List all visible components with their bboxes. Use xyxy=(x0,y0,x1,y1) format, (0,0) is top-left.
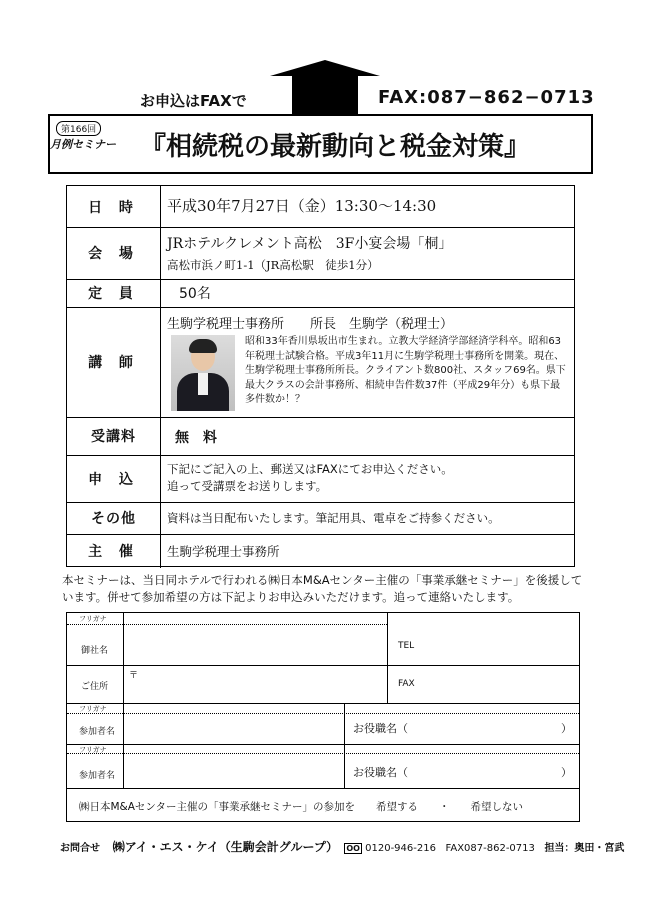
footer-contact xyxy=(60,838,624,855)
contact-fax: FAX087-862-0713 xyxy=(445,843,535,854)
ma-seminar-option[interactable]: ㈱日本M&Aセンター主催の「事業承継セミナー」の参加を 希望する ・ 希望しない xyxy=(79,801,524,813)
row-other xyxy=(67,502,574,535)
application-line-2: 追って受講票をお送りします。 xyxy=(167,479,328,493)
company-field[interactable] xyxy=(129,627,381,663)
seminar-title: 『相続税の最新動向と税金対策』 xyxy=(140,132,531,162)
title-field-label-2: お役職名（ xyxy=(353,766,408,779)
venue-label: 会 場 xyxy=(67,227,161,279)
row-fee xyxy=(67,417,574,456)
row-host xyxy=(67,534,574,568)
fee-value: 無 料 xyxy=(175,430,217,446)
attendee-label-1: 参加者名 xyxy=(79,727,116,737)
speaker-bio: 昭和33年香川県坂出市生まれ。立教大学経済学部経済学科卒。昭和63年税理士試験合格。平成3年11月に生駒学税理士事務所を開業。現在、生駒学税理士事務所所長。クライアント数800社、スタッフ69名。県下最大クラスの会計事務所、相続申告件数37件（平成29年分）も県下最多件数か！？ xyxy=(245,336,566,405)
attendee-label-2: 参加者名 xyxy=(79,771,116,781)
row-venue xyxy=(67,227,574,280)
title-field-label-1: お役職名（ xyxy=(353,722,408,735)
capacity-value: 50名 xyxy=(179,286,211,302)
contact-label: お問合せ xyxy=(60,843,100,854)
address-field[interactable] xyxy=(129,667,381,701)
title-close-2: ） xyxy=(561,766,572,779)
tel-label: TEL xyxy=(398,641,415,651)
application-label: 申 込 xyxy=(67,455,161,502)
contact-company: ㈱アイ・エス・ケイ（生駒会計グループ） xyxy=(112,840,338,854)
up-arrow-icon xyxy=(270,60,380,114)
contact-staff: 担当：奥田・宮武 xyxy=(544,843,625,854)
attendee-field-1[interactable] xyxy=(129,715,339,742)
speaker-name: 生駒学税理士事務所 所長 生駒学（税理士） xyxy=(167,317,454,332)
capacity-label: 定 員 xyxy=(67,279,161,307)
fee-label: 受講料 xyxy=(67,417,161,455)
application-form xyxy=(66,612,580,822)
attendee-field-2[interactable] xyxy=(129,755,339,786)
furigana-label-1: フリガナ xyxy=(79,615,107,623)
venue-address: 高松市浜ノ町1-1（JR高松駅 徒歩1分） xyxy=(167,258,379,272)
speaker-photo xyxy=(171,335,235,411)
host-label: 主 催 xyxy=(67,534,161,568)
furigana-label-3: フリガナ xyxy=(79,746,107,754)
session-number: 第166回 xyxy=(56,121,101,136)
address-label: ご住所 xyxy=(81,682,109,692)
intro-text: 本セミナーは、当日同ホテルで行われる㈱日本M&Aセンター主催の「事業承継セミナー」を後援しています。併せて参加希望の方は下記よりお申込みいただけます。追って連絡いたします。 xyxy=(62,573,583,604)
title-close-1: ） xyxy=(561,722,572,735)
fax-field[interactable] xyxy=(427,667,575,701)
host-value: 生駒学税理士事務所 xyxy=(167,544,280,559)
title-box xyxy=(48,114,593,174)
seminar-info-table xyxy=(66,185,575,567)
row-date xyxy=(67,186,574,228)
row-capacity xyxy=(67,279,574,308)
venue-name: JRホテルクレメント高松 3F小宴会場「桐」 xyxy=(167,236,453,252)
company-label: 御社名 xyxy=(81,646,109,656)
row-application xyxy=(67,455,574,503)
application-line-1: 下記にご記入の上、郵送又はFAXにてお申込ください。 xyxy=(167,462,453,476)
speaker-label: 講 師 xyxy=(67,307,161,417)
series-name: 月例セミナー xyxy=(50,138,116,151)
other-label: その他 xyxy=(67,502,161,534)
date-label: 日 時 xyxy=(67,186,161,227)
other-value: 資料は当日配布いたします。筆記用具、電卓をご持参ください。 xyxy=(167,511,500,525)
furigana-label-2: フリガナ xyxy=(79,705,107,713)
freedial-icon: OO xyxy=(346,844,360,853)
apply-by-fax-text: お申込はFAXで xyxy=(140,92,247,110)
contact-phone[interactable]: 0120-946-216 xyxy=(365,843,436,854)
row-speaker xyxy=(67,307,574,418)
fax-number: FAX:087−862−0713 xyxy=(378,87,595,108)
postal-mark: 〒 xyxy=(129,671,139,681)
date-value: 平成30年7月27日（金）13:30〜14:30 xyxy=(167,197,437,215)
fax-label: FAX xyxy=(398,679,415,689)
tel-field[interactable] xyxy=(427,615,575,661)
